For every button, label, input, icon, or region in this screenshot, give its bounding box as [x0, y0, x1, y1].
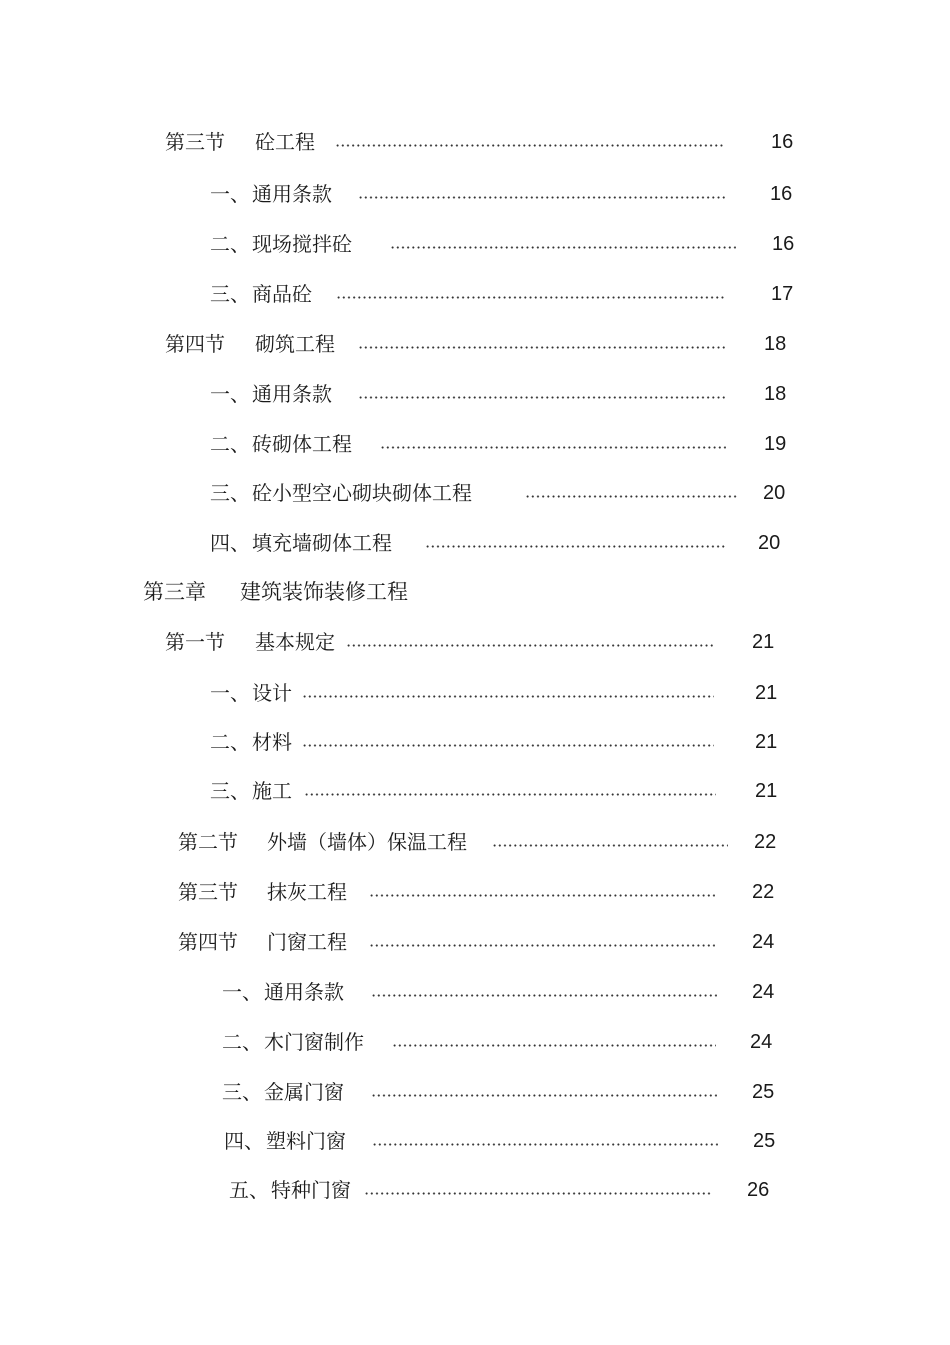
- toc-entry-page: 25: [752, 1081, 775, 1103]
- toc-entry-title: 门窗工程: [267, 930, 347, 954]
- toc-entry-label: 一、: [210, 182, 250, 206]
- toc-entry[interactable]: [0, 180, 950, 208]
- toc-leader-dots: [336, 296, 726, 299]
- toc-leader-dots: [358, 196, 726, 199]
- toc-entry-title: 填充墙砌体工程: [252, 531, 392, 555]
- toc-leader-dots: [302, 744, 714, 747]
- toc-entry[interactable]: [0, 878, 950, 906]
- toc-entry-label: 四、: [224, 1129, 264, 1153]
- toc-entry[interactable]: [0, 529, 950, 557]
- toc-leader-dots: [380, 446, 726, 449]
- toc-entry-page: 21: [755, 780, 778, 802]
- toc-entry-label: 一、: [210, 382, 250, 406]
- toc-entry-label: 二、: [210, 730, 250, 754]
- toc-leader-dots: [372, 1143, 718, 1146]
- toc-entry-page: 21: [752, 631, 775, 653]
- toc-entry-page: 20: [758, 532, 781, 554]
- toc-entry-page: 20: [763, 482, 786, 504]
- toc-entry-title: 抹灰工程: [267, 880, 347, 904]
- toc-entry[interactable]: [0, 978, 950, 1006]
- toc-entry-title: 塑料门窗: [266, 1129, 346, 1153]
- toc-leader-dots: [371, 994, 717, 997]
- toc-entry[interactable]: [0, 330, 950, 358]
- toc-leader-dots: [335, 144, 725, 147]
- toc-entry[interactable]: [0, 828, 950, 856]
- toc-entry-page: 24: [750, 1031, 773, 1053]
- toc-leader-dots: [525, 495, 739, 498]
- toc-chapter-title: 建筑装饰装修工程: [240, 580, 408, 604]
- toc-entry-page: 24: [752, 931, 775, 953]
- toc-entry-label: 一、: [210, 681, 250, 705]
- toc-entry-label: 三、: [222, 1080, 262, 1104]
- toc-entry-title: 现场搅拌砼: [252, 232, 352, 256]
- toc-entry-title: 金属门窗: [264, 1080, 344, 1104]
- toc-entry[interactable]: [0, 479, 950, 507]
- toc-entry[interactable]: [0, 1028, 950, 1056]
- toc-entry-page: 21: [755, 682, 778, 704]
- toc-entry-title: 通用条款: [252, 382, 332, 406]
- toc-entry-title: 基本规定: [255, 630, 335, 654]
- toc-entry-title: 材料: [252, 730, 292, 754]
- toc-entry[interactable]: [0, 1127, 950, 1155]
- toc-entry[interactable]: [0, 679, 950, 707]
- toc-entry-title: 设计: [252, 681, 292, 705]
- toc-leader-dots: [392, 1044, 716, 1047]
- toc-leader-dots: [425, 545, 727, 548]
- toc-entry-page: 26: [747, 1179, 770, 1201]
- toc-entry-label: 第四节: [178, 930, 238, 954]
- toc-entry-title: 施工: [252, 779, 292, 803]
- toc-entry-label: 三、: [210, 779, 250, 803]
- toc-leader-dots: [492, 844, 728, 847]
- toc-entry-label: 第四节: [165, 332, 225, 356]
- toc-entry[interactable]: [0, 777, 950, 805]
- toc-entry-page: 22: [752, 881, 775, 903]
- toc-chapter-heading[interactable]: [0, 578, 950, 606]
- toc-entry-page: 16: [772, 233, 795, 255]
- toc-entry[interactable]: [0, 1078, 950, 1106]
- toc-leader-dots: [346, 644, 714, 647]
- toc-entry-title: 商品砼: [252, 282, 312, 306]
- toc-entry-page: 22: [754, 831, 777, 853]
- toc-entry-label: 二、: [222, 1030, 262, 1054]
- toc-entry-label: 五、: [229, 1178, 269, 1202]
- toc-entry-label: 第一节: [165, 630, 225, 654]
- toc-entry-title: 砖砌体工程: [252, 432, 352, 456]
- toc-entry-title: 砼工程: [255, 130, 315, 154]
- toc-entry-page: 16: [771, 131, 794, 153]
- toc-entry-page: 21: [755, 731, 778, 753]
- toc-entry-title: 通用条款: [252, 182, 332, 206]
- toc-leader-dots: [364, 1192, 712, 1195]
- toc-leader-dots: [390, 246, 736, 249]
- toc-entry[interactable]: [0, 280, 950, 308]
- toc-leader-dots: [358, 346, 726, 349]
- toc-entry[interactable]: [0, 230, 950, 258]
- toc-entry-label: 二、: [210, 232, 250, 256]
- toc-entry-page: 17: [771, 283, 794, 305]
- toc-leader-dots: [369, 944, 715, 947]
- toc-entry-page: 25: [753, 1130, 776, 1152]
- toc-entry-title: 砌筑工程: [255, 332, 335, 356]
- toc-leader-dots: [371, 1094, 717, 1097]
- toc-entry-label: 第三节: [165, 130, 225, 154]
- toc-entry-page: 18: [764, 333, 787, 355]
- toc-entry-page: 16: [770, 183, 793, 205]
- toc-leader-dots: [304, 793, 716, 796]
- toc-entry-label: 二、: [210, 432, 250, 456]
- toc-entry[interactable]: [0, 628, 950, 656]
- toc-entry-title: 通用条款: [264, 980, 344, 1004]
- toc-entry-title: 外墙（墙体）保温工程: [267, 830, 467, 854]
- toc-entry-label: 一、: [222, 980, 262, 1004]
- toc-entry-label: 三、: [210, 481, 250, 505]
- toc-entry-title: 木门窗制作: [264, 1030, 364, 1054]
- toc-leader-dots: [302, 695, 714, 698]
- toc-entry[interactable]: [0, 430, 950, 458]
- toc-entry[interactable]: [0, 728, 950, 756]
- toc-entry[interactable]: [0, 1176, 950, 1204]
- toc-entry-label: 四、: [210, 531, 250, 555]
- toc-entry-label: 三、: [210, 282, 250, 306]
- toc-entry[interactable]: [0, 928, 950, 956]
- toc-entry-label: 第三节: [178, 880, 238, 904]
- toc-leader-dots: [369, 894, 715, 897]
- toc-entry[interactable]: [0, 380, 950, 408]
- toc-entry-title: 砼小型空心砌块砌体工程: [252, 481, 472, 505]
- toc-entry[interactable]: [0, 128, 950, 156]
- toc-entry-page: 24: [752, 981, 775, 1003]
- toc-leader-dots: [358, 396, 726, 399]
- toc-entry-label: 第二节: [178, 830, 238, 854]
- toc-entry-title: 特种门窗: [271, 1178, 351, 1202]
- toc-entry-page: 18: [764, 383, 787, 405]
- toc-entry-page: 19: [764, 433, 787, 455]
- toc-chapter-label: 第三章: [143, 580, 206, 604]
